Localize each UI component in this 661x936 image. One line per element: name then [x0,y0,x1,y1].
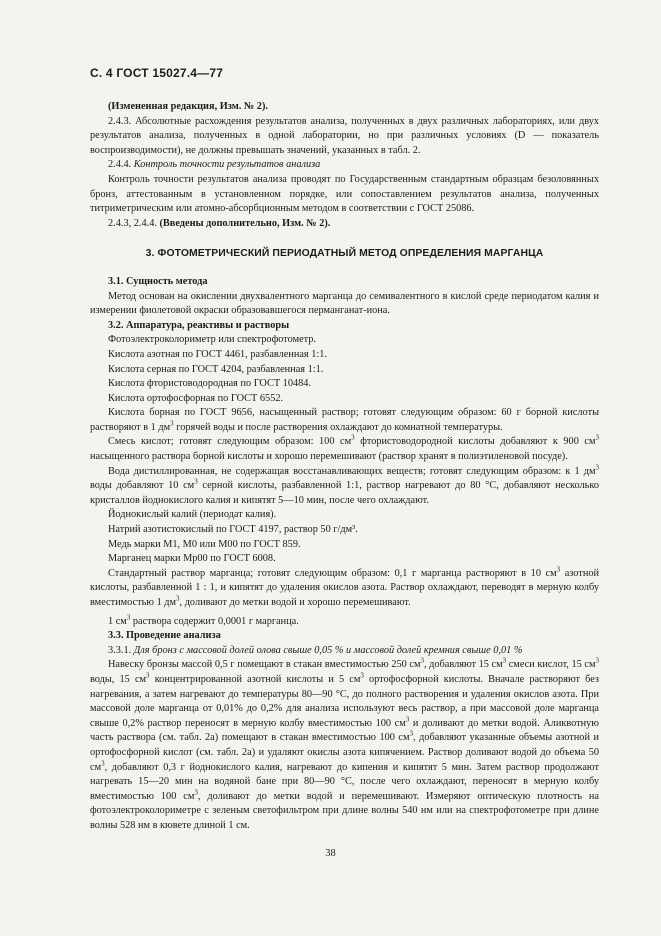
paragraph-2-4-4-text: Контроль точности результатов анализа проводят по Государственным стандартным образцам безоловянных бронз, аттестованным в установленном порядке, или сопоставлением результатов анализа, полученных титриметрическим или атомно-абсорбционным методом в соответствии с ГОСТ 25086. [90,173,599,215]
reagent-item: Кислота серная по ГОСТ 4204, разбавленная 1:1. [108,363,324,375]
reagent-manganese: Марганец марки Мр00 по ГОСТ 6008. [108,553,276,565]
paragraph-3-3-1-title: Для бронз с массовой долей олова свыше 0,05 % и массовой долей кремния свыше 0,01 % [133,644,523,656]
paragraph-2-4-4-title: Контроль точности результатов анализа [133,159,321,171]
reagent-boric-acid: Кислота борная по ГОСТ 9656, насыщенный раствор; готовят следующим образом: 60 г борной кислоты растворяют в 1 $дм^3$ горячей воды и после растворения охлаждают до комнатной температуры. [90,407,599,433]
reagent-item: Кислота фтористоводородная по ГОСТ 10484. [108,378,311,390]
heading-3-2: 3.2. Аппаратура, реактивы и растворы [108,319,290,331]
reagent-acid-mixture: Смесь кислот; готовят следующим образом: 100 $см^3$ фтористоводородной кислоты добавляют к 900 $см^3$ насыщенного раствора борной кислоты и хорошо перемешивают (раствор хранят в полиэтиленовой посуде). [90,434,599,463]
procedure-paragraph: Навеску бронзы массой 0,5 г помещают в стакан вместимостью 250 $см^3$, добавляют 15 $см^3$ смеси кислот, 15 $см^3$ воды, 15 $см^3$ концентрированной азотной кислоты и 5 $см^3$ ортофосфорной кислоты. Вначале растворяют без нагревания, а затем нагревают до температуры 80—90 °C, до полного растворения и удаления окислов азота. При массовой доле марганца от 0,01% до 0,2% для анализа используют весь раствор, а при массовой доле марганца свыше 0,2% раствор переносят в мерную колбу вместимостью 100 $см^3$ и доливают до метки водой. Аликвотную часть раствора (см. табл. 2а) помещают в стакан вместимостью 100 $см^3$, добавляют указанные объемы азотной и ортофосфорной кислот (см. табл. 2а) и удаляют окислы азота кипячением. Раствор доливают водой до объема 50 $см^3$, добавляют 0,3 г йоднокислого калия, нагревают до кипения и кипятят 5 мин. Затем раствор продолжают нагревать 15—20 мин на водяной бане при 80—90 °C, после чего охлаждают, переносят в мерную колбу вместимостью 100 $см^3$, доливают до метки водой и перемешивают. Измеряют оптическую плотность на фотоэлектроколориметре с зеленым светофильтром при длине волны 540 нм или на спектрофотометре при длине волны 528 нм в кювете длиной 1 см. [90,656,600,831]
paragraph-2-4-3: 2.4.3. Абсолютные расхождения результатов анализа, полученных в двух различных лабораториях, или двух результатов анализа, полученных в одной лаборатории, но при различных условиях (D — показатель воспроизводимости), не должны превышать значений, указанных в табл. 2. [90,115,599,156]
reagent-potassium-periodate: Йоднокислый калий (периодат калия). [108,509,277,521]
paragraph-3-1: Метод основан на окислении двухвалентного марганца до семивалентного в кислой среде периодатом калия и измерении фиолетовой окраски образовавшегося перманганат-иона. [90,290,599,317]
paragraph-2-4-4-heading: 2.4.4. Контроль точности результатов анализа [108,159,321,171]
standard-solution: Стандартный раствор марганца; готовят следующим образом: 0,1 г марганца растворяют в 10 $см^3$ азотной кислоты, разбавленной 1 : 1, и кипятят до удаления окислов азота. Раствор охлаждают, переводят в мерную колбу вместимостью 1 $дм^3$, доливают до метки водой и хорошо перемешивают. [90,565,599,608]
heading-3-3: 3.3. Проведение анализа [108,630,221,642]
reagent-item: Кислота азотная по ГОСТ 4461, разбавленная 1:1. [108,348,327,360]
reagent-item: Фотоэлектроколориметр или спектрофотометр. [108,334,316,346]
paragraph-3-3-1-heading: 3.3.1. Для бронз с массовой долей олова свыше 0,05 % и массовой долей кремния свыше 0,01 % [108,644,523,656]
reagent-item: Кислота ортофосфорная по ГОСТ 6552. [108,392,284,404]
reagent-copper: Медь марки М1, М0 или М00 по ГОСТ 859. [108,538,301,550]
running-header: С. 4 ГОСТ 15027.4—77 [90,66,224,80]
paragraph-added-note: 2.4.3, 2.4.4. (Введены дополнительно, Изм. № 2). [108,217,331,229]
standard-solution-concentration: 1 $см^3$ раствора содержит 0,0001 г марганца. [108,613,299,627]
section-title: 3. ФОТОМЕТРИЧЕСКИЙ ПЕРИОДАТНЫЙ МЕТОД ОПРЕДЕЛЕНИЯ МАРГАНЦА [145,248,544,260]
reagent-sodium-nitrite: Натрий азотистокислый по ГОСТ 4197, раствор 50 г/дм³. [108,524,358,536]
text-block [90,100,599,834]
page-number: 38 [325,848,336,859]
reagent-distilled-water: Вода дистиллированная, не содержащая восстанавливающих веществ; готовят следующим образом: к 1 $дм^3$ воды добавляют 10 $см^3$ серной кислоты, разбавленной 1:1, раствор нагревают до 80 °C, добавляют несколько кристаллов йоднокислого калия и кипятят 5—10 мин, после чего охлаждают. [90,463,599,506]
edition-note: (Измененная редакция, Изм. № 2). [108,101,268,112]
heading-3-1: 3.1. Сущность метода [108,275,208,287]
